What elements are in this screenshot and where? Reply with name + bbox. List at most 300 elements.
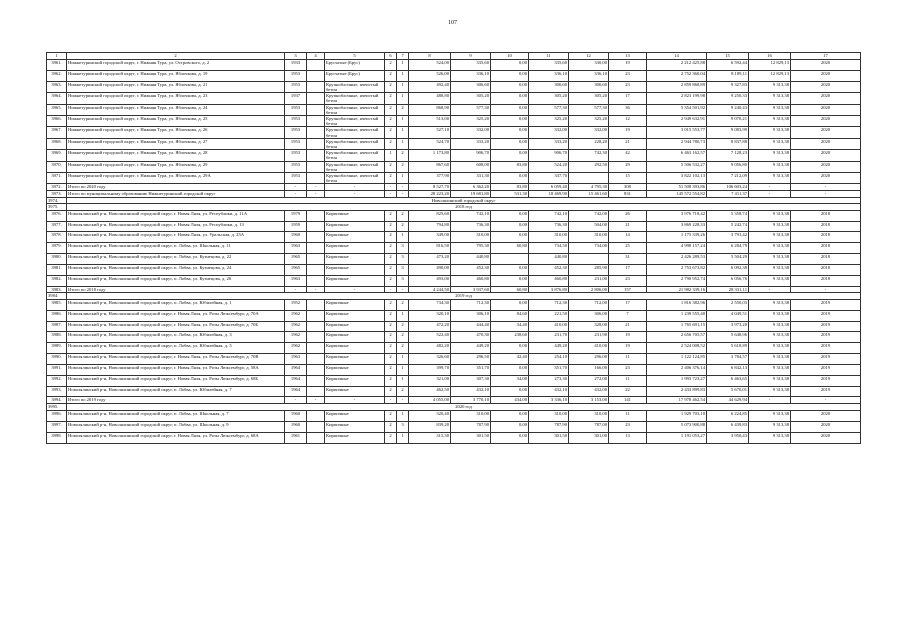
table-cell: 0,00 bbox=[491, 70, 529, 81]
table-cell: 3967. bbox=[47, 127, 67, 138]
table-cell: 60,80 bbox=[491, 243, 529, 254]
table-cell: 3966. bbox=[47, 115, 67, 126]
table-cell: 9 250,33 bbox=[707, 93, 749, 104]
table-cell: 19 681,80 bbox=[451, 190, 491, 197]
table-cell: 3982. bbox=[47, 275, 67, 286]
table-row bbox=[47, 81, 861, 92]
table-cell: Кирпичные bbox=[325, 310, 385, 321]
table-cell: 83,80 bbox=[491, 184, 529, 191]
table-cell: 310,00 bbox=[451, 232, 491, 243]
table-cell: 332,00 bbox=[569, 127, 609, 138]
table-cell: 336,10 bbox=[529, 70, 569, 81]
table-cell: 470,30 bbox=[451, 332, 491, 343]
table-cell: 444,40 bbox=[451, 321, 491, 332]
table-cell: 9 313,38 bbox=[749, 386, 791, 397]
table-cell: 2 790 952,74 bbox=[647, 275, 707, 286]
table-cell: 5 242,74 bbox=[707, 221, 749, 232]
table-cell: Кирпичные bbox=[325, 210, 385, 221]
table-cell: 6 463,65 bbox=[707, 375, 749, 386]
table-cell: 2 823 199,98 bbox=[647, 93, 707, 104]
table-cell: 9 313,38 bbox=[749, 410, 791, 421]
table-cell: Крупноблочные, ячеистый бетон bbox=[325, 104, 385, 115]
table-cell: 145 572 554,82 bbox=[647, 190, 707, 197]
table-cell: 9 313,38 bbox=[749, 232, 791, 243]
table-cell: 2 bbox=[385, 364, 397, 375]
table-cell: 17 bbox=[609, 93, 647, 104]
table-cell: 2 bbox=[385, 410, 397, 421]
table-cell: 3989. bbox=[47, 343, 67, 354]
table-cell: 351,70 bbox=[529, 364, 569, 375]
table-cell: - bbox=[325, 184, 385, 191]
table-cell: 1962 bbox=[285, 321, 307, 332]
table-cell: 4 055,00 bbox=[409, 397, 451, 404]
table-cell: 301,00 bbox=[569, 433, 609, 444]
table-cell: 231,70 bbox=[529, 332, 569, 343]
table-cell: 0,00 bbox=[491, 115, 529, 126]
table-cell: 2020 bbox=[791, 421, 861, 432]
table-cell: Кирпичные bbox=[325, 410, 385, 421]
table-cell: 1965 bbox=[285, 264, 307, 275]
table-cell: Нижнетуринский городской округ, г. Нижняя Тура, ул. Яблочкова, д. 24 bbox=[67, 104, 285, 115]
table-cell: 1 bbox=[397, 310, 409, 321]
table-cell: 308 bbox=[609, 184, 647, 191]
table-cell: 742,10 bbox=[451, 210, 491, 221]
table-cell: 795,30 bbox=[451, 243, 491, 254]
table-row bbox=[47, 332, 861, 343]
table-cell: 2 bbox=[397, 321, 409, 332]
table-cell: 1937 bbox=[285, 93, 307, 104]
table-cell: 2 bbox=[385, 104, 397, 115]
table-cell: 9 313,38 bbox=[749, 321, 791, 332]
table-cell: - bbox=[285, 184, 307, 191]
table-cell: 3 770,10 bbox=[451, 397, 491, 404]
table-cell: 83,80 bbox=[491, 161, 529, 172]
table-cell: 6 284,79 bbox=[707, 243, 749, 254]
table-cell: Новолялинский р-н, Новолялинский городской округ, г. Новая Ляля, ул. Розы Люксембург, д. 70А bbox=[67, 310, 285, 321]
table-cell: 9 056,80 bbox=[707, 161, 749, 172]
table-cell: 2018 bbox=[791, 243, 861, 254]
table-cell: Нижнетуринский городской округ, г. Нижняя Тура, ул. Яблочкова, д. 19 bbox=[67, 70, 285, 81]
table-cell: 9 313,38 bbox=[749, 81, 791, 92]
table-cell: 1 bbox=[397, 60, 409, 71]
table-cell: 336,10 bbox=[451, 70, 491, 81]
table-cell: 2018 bbox=[791, 221, 861, 232]
table-cell bbox=[307, 93, 325, 104]
table-cell: 9 313,38 bbox=[749, 275, 791, 286]
table-cell: 1 993 723,27 bbox=[647, 375, 707, 386]
table-cell: Новолялинский р-н, Новолялинский городской округ, г. Новая Ляля, ул. Розы Люксембург, д. 58А bbox=[67, 364, 285, 375]
table-cell: 1 191 053,27 bbox=[647, 433, 707, 444]
table-cell: 23 bbox=[609, 275, 647, 286]
section-label: 2020 год bbox=[67, 404, 861, 411]
table-cell: - bbox=[397, 286, 409, 293]
table-cell: 3970. bbox=[47, 161, 67, 172]
table-row bbox=[47, 410, 861, 421]
table-cell bbox=[307, 354, 325, 365]
table-cell: 2020 bbox=[791, 150, 861, 161]
table-cell: Крупноблочные, ячеистый бетон bbox=[325, 150, 385, 161]
table-cell: Новолялинский р-н, Новолялинский городской округ, г. Новая Ляля, ул. Розы Люксембург, д. 70Б bbox=[67, 321, 285, 332]
table-cell: 2 bbox=[385, 343, 397, 354]
table-cell: 1960 bbox=[285, 410, 307, 421]
table-cell: Итого по 2019 году bbox=[67, 397, 285, 404]
table-cell: 712,30 bbox=[529, 299, 569, 310]
table-cell: 0,00 bbox=[491, 93, 529, 104]
table-cell: 3965. bbox=[47, 104, 67, 115]
table-cell: 306,00 bbox=[569, 310, 609, 321]
table-cell: 157 bbox=[609, 286, 647, 293]
table-cell: 2019 bbox=[791, 321, 861, 332]
table-cell: - bbox=[385, 286, 397, 293]
table-cell: 2020 bbox=[791, 127, 861, 138]
table-cell: Кирпичные bbox=[325, 332, 385, 343]
table-cell: 577,30 bbox=[529, 104, 569, 115]
table-cell: 3993. bbox=[47, 386, 67, 397]
table-cell: 336,10 bbox=[569, 70, 609, 81]
table-cell: 3 950,43 bbox=[707, 433, 749, 444]
table-cell bbox=[307, 410, 325, 421]
table-cell: 2 bbox=[397, 150, 409, 161]
table-cell: 513,00 bbox=[409, 115, 451, 126]
table-cell: 1 bbox=[397, 410, 409, 421]
table-cell: 1 bbox=[397, 115, 409, 126]
table-cell: 9 313,38 bbox=[749, 210, 791, 221]
table-cell: 19 bbox=[609, 332, 647, 343]
table-row bbox=[47, 104, 861, 115]
table-cell: 3 015 553,77 bbox=[647, 127, 707, 138]
table-cell: 2 bbox=[385, 70, 397, 81]
table-cell: 301,50 bbox=[529, 433, 569, 444]
table-cell: 106 603,24 bbox=[707, 184, 749, 191]
table-cell: 2018 bbox=[791, 275, 861, 286]
table-cell: 9 313,38 bbox=[749, 332, 791, 343]
table-cell: - bbox=[791, 184, 861, 191]
table-cell: Кирпичные bbox=[325, 354, 385, 365]
table-cell: 305,20 bbox=[529, 93, 569, 104]
table-cell: 3 bbox=[397, 275, 409, 286]
table-cell bbox=[307, 386, 325, 397]
table-cell: 1953 bbox=[285, 172, 307, 183]
table-cell: 488,80 bbox=[409, 93, 451, 104]
section-label: Новолялинский городской округ bbox=[67, 197, 861, 204]
table-cell: 432,00 bbox=[569, 386, 609, 397]
column-number: 8 bbox=[409, 53, 451, 60]
table-cell: 21 bbox=[609, 221, 647, 232]
table-cell: 577,30 bbox=[451, 104, 491, 115]
table-cell: Кирпичные bbox=[325, 364, 385, 375]
table-cell: 868,90 bbox=[409, 104, 451, 115]
table-cell: 330,00 bbox=[569, 60, 609, 71]
table-cell: Итого по муниципальному образованию Нижнетуринский городской округ bbox=[67, 190, 285, 197]
table-cell: 36 bbox=[609, 104, 647, 115]
table-cell: 712,00 bbox=[569, 299, 609, 310]
table-cell: 306,60 bbox=[569, 81, 609, 92]
row-number: 3975. bbox=[47, 204, 67, 211]
table-cell: 18 469,90 bbox=[529, 190, 569, 197]
table-cell: 2 524 008,52 bbox=[647, 343, 707, 354]
table-cell: Кирпичные bbox=[325, 254, 385, 265]
table-cell: 9 313,38 bbox=[749, 254, 791, 265]
column-number-row bbox=[47, 53, 861, 60]
table-cell: 2 bbox=[385, 172, 397, 183]
section-row bbox=[47, 404, 861, 411]
table-row bbox=[47, 433, 861, 444]
table-cell: 1979 bbox=[285, 210, 307, 221]
table-cell: 9 313,38 bbox=[749, 138, 791, 149]
table-cell: 3 bbox=[397, 243, 409, 254]
table-cell: 326,60 bbox=[409, 354, 451, 365]
table-cell: 3 973,20 bbox=[707, 321, 749, 332]
table-cell: 3990. bbox=[47, 354, 67, 365]
table-cell: Кирпичные bbox=[325, 421, 385, 432]
table-cell: 34,40 bbox=[491, 321, 529, 332]
table-cell: 3976. bbox=[47, 210, 67, 221]
table-cell: 9 313,38 bbox=[749, 115, 791, 126]
table-cell: 2 bbox=[385, 254, 397, 265]
table-cell: 3978. bbox=[47, 232, 67, 243]
table-cell bbox=[491, 254, 529, 265]
table-cell: 3992. bbox=[47, 375, 67, 386]
column-number: 16 bbox=[749, 53, 791, 60]
table-cell: 7 bbox=[609, 310, 647, 321]
table-cell: 310,00 bbox=[529, 410, 569, 421]
table-cell: 2018 bbox=[791, 232, 861, 243]
table-cell: 0,00 bbox=[491, 433, 529, 444]
table-cell: 2 806,00 bbox=[569, 286, 609, 293]
table-cell: Крупноблочные, ячеистый бетон bbox=[325, 127, 385, 138]
table-cell: Новолялинский р-н, Новолялинский городской округ, г. Новая Ляля, ул. Республики, д. 11А bbox=[67, 210, 285, 221]
table-cell bbox=[307, 232, 325, 243]
table-cell: 3 153,00 bbox=[569, 397, 609, 404]
table-cell: 0,00 bbox=[491, 275, 529, 286]
table-cell: Кирпичные bbox=[325, 275, 385, 286]
table-cell: 2019 bbox=[791, 343, 861, 354]
table-cell: 0,00 bbox=[491, 210, 529, 221]
table-cell: 1964 bbox=[285, 375, 307, 386]
table-cell: - bbox=[749, 190, 791, 197]
table-cell: 23 bbox=[609, 421, 647, 432]
table-row bbox=[47, 161, 861, 172]
table-cell: 2 753 673,82 bbox=[647, 264, 707, 275]
table-cell: Кирпичные bbox=[325, 321, 385, 332]
table-cell: 4 998 157,24 bbox=[647, 243, 707, 254]
table-cell: 1953 bbox=[285, 138, 307, 149]
table-cell: - bbox=[285, 190, 307, 197]
table-cell: Кирпичные bbox=[325, 243, 385, 254]
column-number: 11 bbox=[529, 53, 569, 60]
table-cell: Кирпичные bbox=[325, 386, 385, 397]
table-cell: 12 829,13 bbox=[749, 60, 791, 71]
table-cell: Кирпичные bbox=[325, 343, 385, 354]
table-cell: Новолялинский р-н, Новолялинский городской округ, п. Лобва, ул. Юбилейная, д. 1 bbox=[67, 299, 285, 310]
table-cell: 3 784,57 bbox=[707, 354, 749, 365]
total-row bbox=[47, 397, 861, 404]
table-cell: 2 bbox=[385, 299, 397, 310]
table-cell: 141 bbox=[609, 397, 647, 404]
table-cell: 333,20 bbox=[529, 138, 569, 149]
table-cell: 254,10 bbox=[529, 354, 569, 365]
table-cell: - bbox=[397, 397, 409, 404]
table-cell: 524,70 bbox=[409, 138, 451, 149]
table-cell: 2 bbox=[385, 433, 397, 444]
table-cell: 3979. bbox=[47, 243, 67, 254]
table-cell: Новолялинский р-н, Новолялинский городской округ, п. Лобва, ул. Школьная, д. 11 bbox=[67, 243, 285, 254]
table-cell: - bbox=[385, 184, 397, 191]
table-cell: 1953 bbox=[285, 161, 307, 172]
table-cell bbox=[307, 115, 325, 126]
table-cell bbox=[307, 321, 325, 332]
table-row bbox=[47, 375, 861, 386]
table-cell: 13 bbox=[609, 433, 647, 444]
table-cell: 42,40 bbox=[491, 354, 529, 365]
table-cell: Крупноблочные, ячеистый бетон bbox=[325, 115, 385, 126]
table-cell: 6 362,20 bbox=[451, 184, 491, 191]
table-cell: Крупноблочные, ячеистый бетон bbox=[325, 138, 385, 149]
table-cell: 9 313,38 bbox=[749, 354, 791, 365]
table-cell: 839,20 bbox=[409, 421, 451, 432]
table-cell: 3 869 228,33 bbox=[647, 221, 707, 232]
table-cell: 2 949 632,91 bbox=[647, 115, 707, 126]
table-cell: 12 829,13 bbox=[749, 70, 791, 81]
table-cell: 440,80 bbox=[529, 254, 569, 265]
table-cell: 1 816 382,96 bbox=[647, 299, 707, 310]
table-cell: 17 bbox=[609, 264, 647, 275]
table-cell: 26 bbox=[609, 210, 647, 221]
table-cell: 432,10 bbox=[451, 386, 491, 397]
table-cell: 2020 bbox=[791, 161, 861, 172]
table-cell: - bbox=[749, 286, 791, 293]
table-cell: 473,20 bbox=[409, 254, 451, 265]
table-cell: 21 982 339,16 bbox=[647, 286, 707, 293]
table-row bbox=[47, 150, 861, 161]
table-cell: 1 175 339,26 bbox=[647, 232, 707, 243]
table-cell: 306,60 bbox=[451, 81, 491, 92]
table-cell: 0,00 bbox=[491, 81, 529, 92]
table-cell: 9 313,38 bbox=[749, 221, 791, 232]
table-cell: 1 bbox=[397, 138, 409, 149]
table-cell: 6 092,38 bbox=[707, 264, 749, 275]
table-cell: 3 937,60 bbox=[451, 286, 491, 293]
table-cell: 6 056,76 bbox=[707, 275, 749, 286]
table-cell: 490,00 bbox=[409, 264, 451, 275]
table-cell: 734,50 bbox=[529, 243, 569, 254]
table-cell: 0,00 bbox=[491, 364, 529, 375]
table-cell: 522,40 bbox=[409, 332, 451, 343]
table-cell: 332,00 bbox=[451, 127, 491, 138]
table-cell: 9 313,38 bbox=[749, 433, 791, 444]
table-cell: 3996. bbox=[47, 410, 67, 421]
table-cell: 410,00 bbox=[569, 343, 609, 354]
table-cell: 4 244,50 bbox=[409, 286, 451, 293]
table-cell: 825,60 bbox=[409, 210, 451, 221]
column-number: 13 bbox=[609, 53, 647, 60]
table-cell: 19 bbox=[609, 60, 647, 71]
table-cell: 5 670,01 bbox=[707, 386, 749, 397]
table-cell: 3985. bbox=[47, 299, 67, 310]
table-cell: 2 bbox=[385, 264, 397, 275]
table-cell: 310,00 bbox=[569, 410, 609, 421]
table-cell: 0,00 bbox=[491, 410, 529, 421]
section-row bbox=[47, 197, 861, 204]
table-cell: Кирпичные bbox=[325, 232, 385, 243]
table-cell: Нижнетуринский городской округ, г. Нижняя Тура, ул. Яблочкова, д. 25 bbox=[67, 115, 285, 126]
table-cell: 3972. bbox=[47, 184, 67, 191]
table-cell: 328,00 bbox=[569, 321, 609, 332]
table-cell: 25 bbox=[609, 243, 647, 254]
table-cell: Брусчатые (Брус) bbox=[325, 70, 385, 81]
table-cell: 712,30 bbox=[451, 299, 491, 310]
table-cell bbox=[307, 421, 325, 432]
table-cell: 12 bbox=[609, 115, 647, 126]
table-cell: Кирпичные bbox=[325, 299, 385, 310]
table-cell: 285,90 bbox=[569, 264, 609, 275]
table-cell bbox=[307, 221, 325, 232]
table-cell: 736,30 bbox=[451, 221, 491, 232]
table-cell: 0,00 bbox=[491, 264, 529, 275]
table-cell: 9 313,38 bbox=[749, 299, 791, 310]
table-cell: 2 bbox=[385, 127, 397, 138]
table-cell: 2020 bbox=[791, 70, 861, 81]
table-cell: 29 bbox=[609, 161, 647, 172]
table-cell: 1 bbox=[397, 433, 409, 444]
table-cell: 9 313,38 bbox=[749, 310, 791, 321]
table-row bbox=[47, 93, 861, 104]
table-cell: - bbox=[325, 286, 385, 293]
table-row bbox=[47, 138, 861, 149]
table-cell: 524,00 bbox=[409, 60, 451, 71]
table-cell bbox=[307, 81, 325, 92]
table-cell: 492,40 bbox=[409, 81, 451, 92]
table-cell: 1 239 555,40 bbox=[647, 310, 707, 321]
table-cell: 1 bbox=[385, 150, 397, 161]
table-cell: 9 070,21 bbox=[707, 115, 749, 126]
table-cell: Крупноблочные, ячеистый бетон bbox=[325, 172, 385, 183]
table-cell: 1961 bbox=[285, 433, 307, 444]
table-cell: 60,80 bbox=[491, 286, 529, 293]
table-cell: 2020 bbox=[791, 433, 861, 444]
table-cell: 9 327,83 bbox=[707, 81, 749, 92]
table-cell: Нижнетуринский городской округ, г. Нижняя Тура, ул. Яблочкова, д. 27 bbox=[67, 138, 285, 149]
table-cell: Новолялинский р-н, Новолялинский городской округ, г. Новая Ляля, ул. Розы Люксембург, д. 68Б bbox=[67, 375, 285, 386]
table-cell: 3981. bbox=[47, 264, 67, 275]
table-cell: 504,00 bbox=[569, 221, 609, 232]
table-cell: 2 bbox=[385, 232, 397, 243]
table-cell bbox=[307, 254, 325, 265]
table-cell: 9 313,38 bbox=[749, 264, 791, 275]
table-cell: 2 bbox=[385, 243, 397, 254]
table-cell: 1963 bbox=[285, 354, 307, 365]
table-cell: 21 bbox=[609, 138, 647, 149]
table-cell: 9 313,38 bbox=[749, 127, 791, 138]
table-cell: - bbox=[385, 397, 397, 404]
table-cell: 9 313,38 bbox=[749, 243, 791, 254]
table-cell: Кирпичные bbox=[325, 264, 385, 275]
table-cell: 0,00 bbox=[491, 386, 529, 397]
table-cell: 6 592,44 bbox=[707, 60, 749, 71]
table-cell: 816,50 bbox=[409, 243, 451, 254]
table-cell: 2019 bbox=[791, 310, 861, 321]
table-cell: 51 508 393,86 bbox=[647, 184, 707, 191]
table-cell: - bbox=[307, 286, 325, 293]
table-cell: 3 bbox=[397, 254, 409, 265]
table-cell: Новолялинский р-н, Новолялинский городской округ, г. Новая Ляля, ул. Розы Люксембург, д. 70В bbox=[67, 354, 285, 365]
table-row bbox=[47, 232, 861, 243]
table-cell: 0,00 bbox=[491, 221, 529, 232]
table-cell: - bbox=[749, 184, 791, 191]
table-row bbox=[47, 421, 861, 432]
table-cell: - bbox=[397, 190, 409, 197]
table-cell: 11 bbox=[609, 354, 647, 365]
